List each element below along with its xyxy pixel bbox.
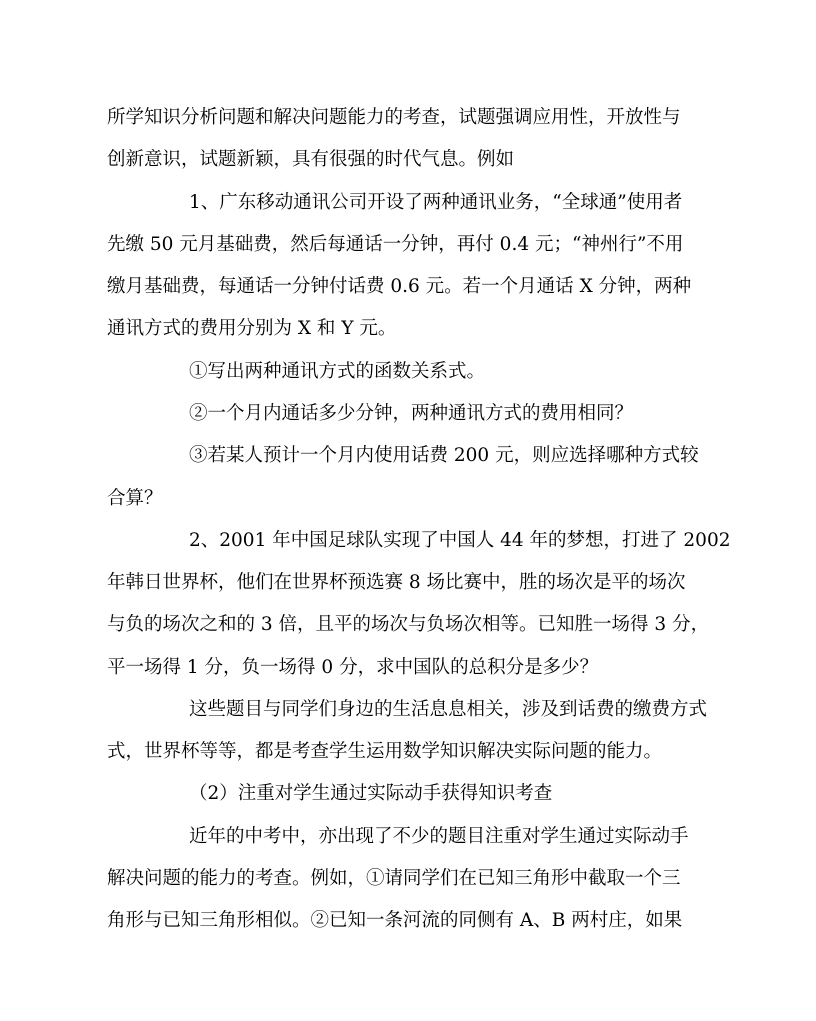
question-2-line-3: 与负的场次之和的 3 倍，且平的场次与负场次相等。已知胜一场得 3 分， [107,614,710,635]
question-2-line-1: 2、2001 年中国足球队实现了中国人 44 年的梦想，打进了 2002 [189,530,731,551]
sub-question-1: ①写出两种通讯方式的函数关系式。 [189,361,486,382]
question-1-line-2: 先缴 50 元月基础费，然后每通话一分钟，再付 0.4 元；“神州行”不用 [107,234,684,255]
question-1-line-3: 缴月基础费，每通话一分钟付话费 0.6 元。若一个月通话 X 分钟，两种 [107,276,692,297]
paragraph-line-2: 创新意识，试题新颖，具有很强的时代气息。例如 [107,149,515,170]
sub-question-3-line-1: ③若某人预计一个月内使用话费 200 元，则应选择哪种方式较 [189,445,699,466]
question-1-line-1: 1、广东移动通讯公司开设了两种通讯业务，“全球通”使用者 [189,192,683,213]
comment-line-2: 式，世界杯等等，都是考查学生运用数学知识解决实际问题的能力。 [107,741,663,762]
question-2-line-4: 平一场得 1 分，负一场得 0 分，求中国队的总积分是多少？ [107,657,599,678]
paragraph-line-1: 所学知识分析问题和解决问题能力的考查，试题强调应用性，开放性与 [107,107,681,128]
section-heading: （2）注重对学生通过实际动手获得知识考查 [189,783,553,804]
section-paragraph-line-2: 解决问题的能力的考查。例如，①请同学们在已知三角形中截取一个三 [107,868,681,889]
sub-question-2: ②一个月内通话多少分钟，两种通讯方式的费用相同？ [189,403,634,424]
section-paragraph-line-1: 近年的中考中，亦出现了不少的题目注重对学生通过实际动手 [189,826,689,847]
section-paragraph-line-3: 角形与已知三角形相似。②已知一条河流的同侧有 A、B 两村庄，如果 [107,910,683,931]
question-2-line-2: 年韩日世界杯，他们在世界杯预选赛 8 场比赛中，胜的场次是平的场次 [107,572,686,593]
sub-question-3-line-2: 合算？ [107,488,163,509]
question-1-line-4: 通讯方式的费用分别为 X 和 Y 元。 [107,318,397,339]
comment-line-1: 这些题目与同学们身边的生活息息相关，涉及到话费的缴费方式 [189,699,708,720]
